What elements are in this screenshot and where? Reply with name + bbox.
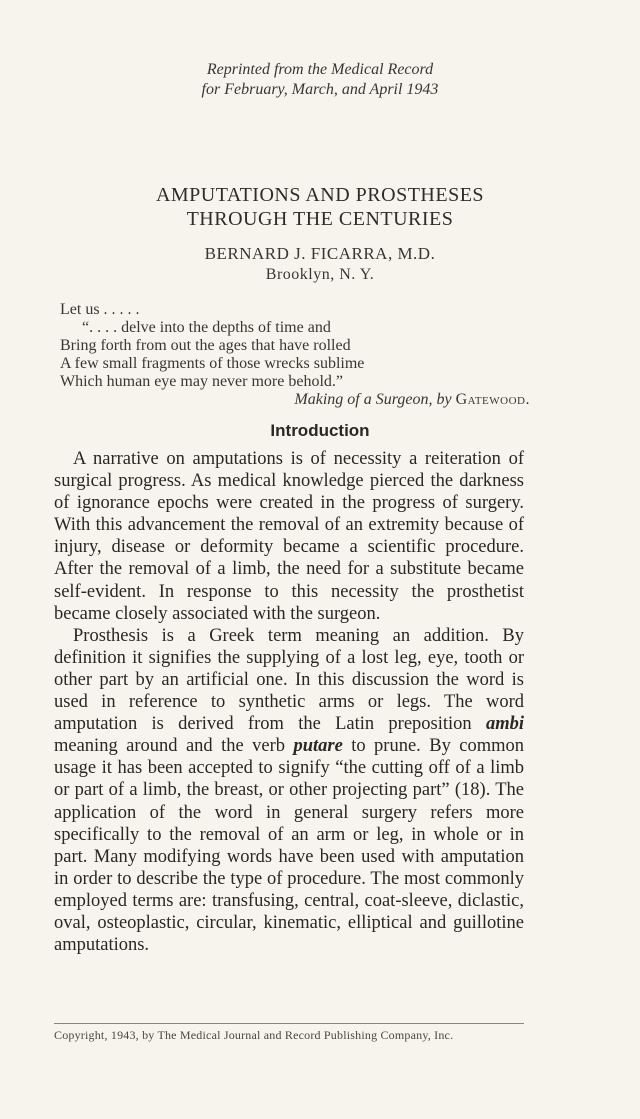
copyright-footer: Copyright, 1943, by The Medical Journal and Record Publishing Company, Inc. (54, 1028, 454, 1042)
footer-divider (54, 1023, 524, 1024)
author-name: BERNARD J. FICARRA, M.D. (204, 244, 436, 263)
section-heading: Introduction (270, 421, 370, 440)
reprint-line-2: for February, March, and April 1943 (201, 81, 439, 98)
paragraph (54, 625, 524, 956)
paragraph-text: to prune. By common usage it has been accepted to signify “the cutting off of a limb or part of a limb, the breast, or other projecting part” (18). The application of the word in general surgery refers more specifically to the removal of an arm or leg, in whole or in part. Many modifying words have been used with amputation in order to describe the type of procedure. The most commonly employed terms are: transfusing, central, coat-sleeve, diclastic, oval, osteoplastic, circular, kinematic, elliptical and guillotine amputations. (54, 736, 524, 956)
author-affiliation: Brooklyn, N. Y. (265, 266, 375, 283)
latin-term: putare (293, 736, 343, 757)
reprint-notice (0, 60, 640, 100)
title-line-2: THROUGH THE CENTURIES (186, 208, 454, 230)
epigraph-source-author: Gatewood. (455, 391, 530, 408)
epigraph-attribution (60, 391, 530, 409)
epigraph-line: A few small fragments of those wrecks sublime (60, 355, 365, 372)
body-text (54, 448, 524, 956)
epigraph-source-by: by (432, 391, 456, 408)
reprint-line-1: Reprinted from the Medical Record (206, 61, 434, 78)
paragraph: A narrative on amputations is of necessity a reiteration of surgical progress. As medical knowledge pierced the darkness of ignorance epochs were created in the progress of surgery. With this advancement the removal of an extremity because of injury, disease or deformity became a scientific procedure. After the removal of a limb, the need for a substitute became self-evident. In response to this necessity the prosthetist became closely associated with the surgeon. (54, 449, 524, 624)
title-line-1: AMPUTATIONS AND PROSTHESES (155, 184, 485, 206)
epigraph-source-title: Making of a Surgeon, (294, 391, 433, 408)
epigraph-lead: Let us . . . . . (60, 301, 140, 318)
author-block (0, 243, 640, 285)
epigraph-line: Bring forth from out the ages that have rolled (60, 337, 351, 354)
paragraph-text: meaning around and the verb (54, 736, 294, 757)
epigraph-line: Which human eye may never more behold.” (60, 373, 343, 390)
epigraph-line: “. . . . delve into the depths of time and (82, 319, 331, 336)
article-title (0, 183, 640, 231)
latin-term: ambi (485, 714, 524, 735)
paragraph-text: Prosthesis is a Greek term meaning an addition. By definition it signifies the supplying of a lost leg, eye, tooth or other part by an artificial one. In this discussion the word is used in reference to synthetic arms or legs. The word amputation is derived from the Latin preposition (54, 625, 524, 735)
epigraph (60, 301, 530, 409)
